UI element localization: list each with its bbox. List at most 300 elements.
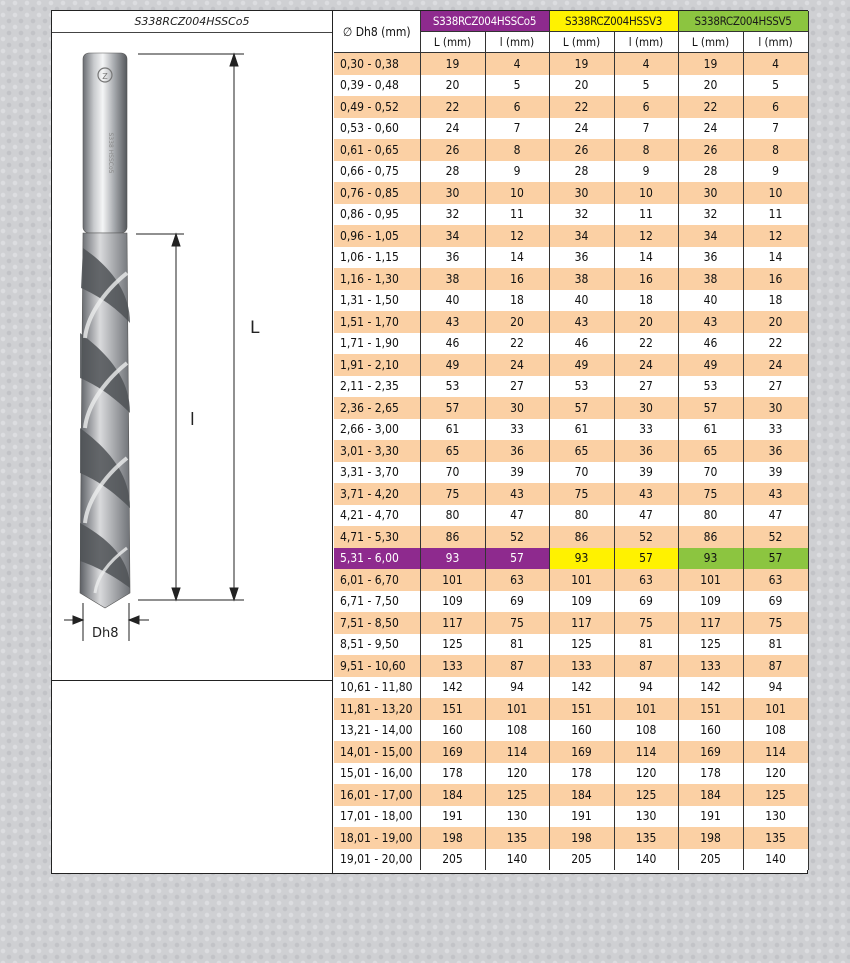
length-l-total: 36 [420,247,485,269]
diameter-range: 0,49 - 0,52 [334,96,420,118]
length-l-total: 43 [678,311,743,333]
dim-label-total-length: L [250,318,260,338]
length-l-total: 26 [420,139,485,161]
length-l-flute: 101 [743,698,808,720]
length-l-total: 70 [678,462,743,484]
length-l-flute: 24 [614,354,678,376]
length-l-total: 24 [420,118,485,140]
length-l-total: 86 [549,526,614,548]
table-row [334,784,808,806]
length-l-flute: 16 [485,268,549,290]
length-l-flute: 108 [614,720,678,742]
length-l-flute: 120 [485,763,549,785]
table-row [334,376,808,398]
length-l-flute: 11 [743,204,808,226]
length-l-flute: 94 [614,677,678,699]
length-l-flute: 8 [743,139,808,161]
subheader-total-length: L (mm) [549,32,614,53]
table-row [334,354,808,376]
length-l-flute: 130 [485,806,549,828]
length-l-total: 26 [678,139,743,161]
length-l-total: 49 [420,354,485,376]
length-l-total: 65 [678,440,743,462]
length-l-flute: 8 [614,139,678,161]
length-l-flute: 22 [614,333,678,355]
length-l-total: 46 [678,333,743,355]
length-l-flute: 30 [485,397,549,419]
length-l-total: 205 [549,849,614,871]
length-l-total: 86 [678,526,743,548]
length-l-total: 40 [549,290,614,312]
diameter-range: 18,01 - 19,00 [334,827,420,849]
length-l-flute: 11 [485,204,549,226]
length-l-total: 40 [678,290,743,312]
length-l-total: 169 [678,741,743,763]
length-l-flute: 11 [614,204,678,226]
length-l-flute: 36 [743,440,808,462]
length-l-total: 205 [678,849,743,871]
length-l-flute: 114 [485,741,549,763]
length-l-total: 133 [549,655,614,677]
length-l-total: 57 [678,397,743,419]
length-l-total: 61 [678,419,743,441]
length-l-flute: 10 [614,182,678,204]
length-l-total: 28 [678,161,743,183]
length-l-total: 178 [420,763,485,785]
length-l-total: 101 [420,569,485,591]
table-row [334,806,808,828]
diameter-range: 0,76 - 0,85 [334,182,420,204]
length-l-flute: 125 [614,784,678,806]
length-l-total: 117 [678,612,743,634]
length-l-flute: 75 [614,612,678,634]
length-l-total: 57 [420,397,485,419]
length-l-total: 32 [549,204,614,226]
diameter-range: 15,01 - 16,00 [334,763,420,785]
diameter-range: 0,30 - 0,38 [334,53,420,75]
diameter-range: 5,31 - 6,00 [334,548,420,570]
length-l-total: 184 [549,784,614,806]
brand-header-hssco5: S338RCZ004HSSCo5 [420,11,549,32]
length-l-total: 38 [678,268,743,290]
length-l-flute: 12 [485,225,549,247]
length-l-flute: 24 [743,354,808,376]
length-l-total: 28 [420,161,485,183]
length-l-flute: 36 [614,440,678,462]
length-l-flute: 9 [485,161,549,183]
length-l-flute: 87 [614,655,678,677]
length-l-flute: 108 [743,720,808,742]
table-row [334,677,808,699]
length-l-total: 30 [549,182,614,204]
length-l-flute: 14 [614,247,678,269]
length-l-flute: 6 [614,96,678,118]
length-l-flute: 7 [743,118,808,140]
length-l-flute: 9 [743,161,808,183]
length-l-total: 151 [420,698,485,720]
length-l-total: 80 [420,505,485,527]
drill-illustration [52,33,332,673]
length-l-flute: 20 [743,311,808,333]
table-row [334,182,808,204]
length-l-total: 61 [549,419,614,441]
length-l-total: 205 [420,849,485,871]
length-l-flute: 4 [485,53,549,75]
length-l-flute: 12 [743,225,808,247]
diameter-range: 0,86 - 0,95 [334,204,420,226]
length-l-flute: 18 [614,290,678,312]
diameter-range: 4,21 - 4,70 [334,505,420,527]
length-l-flute: 87 [743,655,808,677]
length-l-total: 198 [549,827,614,849]
diameter-range: 2,11 - 2,35 [334,376,420,398]
length-l-total: 80 [549,505,614,527]
table-row [334,290,808,312]
length-l-total: 178 [678,763,743,785]
length-l-flute: 81 [743,634,808,656]
length-l-flute: 108 [485,720,549,742]
length-l-total: 198 [420,827,485,849]
table-row [334,612,808,634]
length-l-total: 19 [678,53,743,75]
panel-divider [52,680,332,681]
subheader-total-length: L (mm) [678,32,743,53]
length-l-total: 93 [678,548,743,570]
length-l-total: 57 [549,397,614,419]
length-l-total: 93 [549,548,614,570]
diameter-column-header: ∅ Dh8 (mm) [334,11,420,53]
table-row [334,311,808,333]
length-l-flute: 81 [485,634,549,656]
length-l-flute: 140 [614,849,678,871]
brand-header-hssv3: S338RCZ004HSSV3 [549,11,678,32]
length-l-flute: 20 [485,311,549,333]
length-l-flute: 33 [743,419,808,441]
length-l-flute: 27 [485,376,549,398]
length-l-total: 117 [420,612,485,634]
length-l-flute: 14 [485,247,549,269]
length-l-total: 20 [678,75,743,97]
length-l-flute: 12 [614,225,678,247]
length-l-total: 43 [549,311,614,333]
length-l-flute: 75 [743,612,808,634]
length-l-total: 20 [549,75,614,97]
length-l-flute: 43 [743,483,808,505]
length-l-total: 109 [549,591,614,613]
product-code-title: S338RCZ004HSSCo5 [52,11,332,33]
length-l-flute: 57 [485,548,549,570]
diameter-range: 11,81 - 13,20 [334,698,420,720]
length-l-flute: 52 [485,526,549,548]
length-l-total: 40 [420,290,485,312]
dim-label-flute-length: l [190,410,195,430]
length-l-total: 53 [549,376,614,398]
length-l-flute: 114 [614,741,678,763]
table-row [334,763,808,785]
length-l-flute: 39 [614,462,678,484]
subheader-flute-length: l (mm) [614,32,678,53]
table-row [334,741,808,763]
length-l-total: 61 [420,419,485,441]
length-l-flute: 18 [485,290,549,312]
diameter-range: 2,36 - 2,65 [334,397,420,419]
drill-shank [83,53,127,233]
length-l-total: 178 [549,763,614,785]
length-l-flute: 39 [485,462,549,484]
length-l-flute: 135 [614,827,678,849]
length-l-total: 22 [549,96,614,118]
table-row [334,462,808,484]
length-l-flute: 4 [614,53,678,75]
length-l-total: 70 [549,462,614,484]
diameter-range: 0,61 - 0,65 [334,139,420,161]
diameter-range: 3,01 - 3,30 [334,440,420,462]
subheader-flute-length: l (mm) [485,32,549,53]
length-l-flute: 22 [485,333,549,355]
length-l-total: 184 [420,784,485,806]
diameter-range: 17,01 - 18,00 [334,806,420,828]
length-l-flute: 140 [743,849,808,871]
length-l-total: 75 [678,483,743,505]
brand-header-hssv5: S338RCZ004HSSV5 [678,11,808,32]
length-l-total: 49 [549,354,614,376]
diameter-range: 1,31 - 1,50 [334,290,420,312]
catalog-sheet [51,10,808,874]
length-l-flute: 22 [743,333,808,355]
length-l-total: 49 [678,354,743,376]
diameter-range: 19,01 - 20,00 [334,849,420,871]
length-l-flute: 135 [743,827,808,849]
length-l-total: 191 [420,806,485,828]
table-row [334,827,808,849]
diameter-range: 8,51 - 9,50 [334,634,420,656]
length-l-flute: 47 [614,505,678,527]
diameter-range: 2,66 - 3,00 [334,419,420,441]
length-l-flute: 47 [743,505,808,527]
length-l-total: 125 [549,634,614,656]
diameter-range: 7,51 - 8,50 [334,612,420,634]
length-l-total: 36 [549,247,614,269]
length-l-flute: 7 [614,118,678,140]
length-l-flute: 101 [485,698,549,720]
length-l-flute: 18 [743,290,808,312]
diameter-range: 16,01 - 17,00 [334,784,420,806]
diameter-range: 10,61 - 11,80 [334,677,420,699]
length-l-flute: 120 [743,763,808,785]
drill-flutes [80,233,130,608]
length-l-total: 24 [549,118,614,140]
length-l-flute: 30 [743,397,808,419]
table-body [334,53,808,871]
length-l-total: 75 [420,483,485,505]
length-l-total: 198 [678,827,743,849]
diameter-range: 4,71 - 5,30 [334,526,420,548]
length-l-total: 53 [420,376,485,398]
length-l-flute: 5 [485,75,549,97]
diameter-range: 6,71 - 7,50 [334,591,420,613]
length-l-total: 117 [549,612,614,634]
diameter-range: 0,39 - 0,48 [334,75,420,97]
length-l-total: 36 [678,247,743,269]
length-l-flute: 27 [743,376,808,398]
diameter-range: 1,51 - 1,70 [334,311,420,333]
length-l-flute: 8 [485,139,549,161]
length-l-flute: 63 [614,569,678,591]
length-l-total: 32 [420,204,485,226]
drill-drawing-panel [52,11,333,873]
length-l-total: 125 [678,634,743,656]
svg-text:S338 HSSCo5: S338 HSSCo5 [107,132,114,174]
table-row [334,591,808,613]
length-l-total: 142 [420,677,485,699]
length-l-total: 80 [678,505,743,527]
length-l-flute: 63 [743,569,808,591]
length-l-total: 19 [420,53,485,75]
length-l-total: 191 [549,806,614,828]
length-l-flute: 16 [743,268,808,290]
length-l-flute: 5 [614,75,678,97]
length-l-total: 70 [420,462,485,484]
diameter-range: 1,16 - 1,30 [334,268,420,290]
length-l-total: 22 [678,96,743,118]
length-l-total: 133 [420,655,485,677]
table-row [334,440,808,462]
diameter-range: 0,53 - 0,60 [334,118,420,140]
table-row [334,139,808,161]
length-l-total: 28 [549,161,614,183]
length-l-total: 169 [420,741,485,763]
diameter-range: 13,21 - 14,00 [334,720,420,742]
length-l-flute: 10 [743,182,808,204]
length-l-flute: 52 [743,526,808,548]
table-row [334,225,808,247]
length-l-flute: 14 [743,247,808,269]
dim-label-diameter: Dh8 [92,626,119,641]
diameter-range: 1,91 - 2,10 [334,354,420,376]
length-l-flute: 24 [485,354,549,376]
length-l-total: 101 [549,569,614,591]
length-l-total: 34 [549,225,614,247]
length-l-flute: 39 [743,462,808,484]
length-l-flute: 140 [485,849,549,871]
table-row [334,634,808,656]
table-row [334,96,808,118]
length-l-flute: 69 [485,591,549,613]
length-l-total: 46 [549,333,614,355]
length-l-total: 101 [678,569,743,591]
length-l-flute: 43 [485,483,549,505]
length-l-flute: 9 [614,161,678,183]
length-l-flute: 130 [743,806,808,828]
length-l-flute: 33 [485,419,549,441]
length-l-flute: 52 [614,526,678,548]
diameter-range: 9,51 - 10,60 [334,655,420,677]
table-row [334,75,808,97]
length-l-flute: 94 [485,677,549,699]
length-l-flute: 36 [485,440,549,462]
length-l-flute: 4 [743,53,808,75]
length-l-total: 19 [549,53,614,75]
length-l-total: 22 [420,96,485,118]
table-row [334,53,808,75]
length-l-total: 142 [549,677,614,699]
length-l-total: 160 [549,720,614,742]
length-l-total: 93 [420,548,485,570]
length-l-flute: 63 [485,569,549,591]
table-row [334,505,808,527]
length-l-flute: 135 [485,827,549,849]
table-row [334,118,808,140]
table-row [334,419,808,441]
length-l-total: 169 [549,741,614,763]
diameter-range: 6,01 - 6,70 [334,569,420,591]
diameter-range: 0,96 - 1,05 [334,225,420,247]
diameter-range: 14,01 - 15,00 [334,741,420,763]
length-l-flute: 57 [614,548,678,570]
length-l-total: 38 [549,268,614,290]
length-l-total: 46 [420,333,485,355]
length-l-total: 24 [678,118,743,140]
table-row [334,333,808,355]
length-l-flute: 27 [614,376,678,398]
length-l-flute: 120 [614,763,678,785]
length-l-flute: 33 [614,419,678,441]
length-l-flute: 7 [485,118,549,140]
length-l-flute: 114 [743,741,808,763]
length-l-flute: 81 [614,634,678,656]
length-l-total: 86 [420,526,485,548]
table-row [334,247,808,269]
table-row [334,698,808,720]
length-l-total: 65 [420,440,485,462]
length-l-total: 43 [420,311,485,333]
length-l-flute: 130 [614,806,678,828]
length-l-total: 160 [420,720,485,742]
length-l-total: 65 [549,440,614,462]
length-l-total: 109 [420,591,485,613]
table-row [334,548,808,570]
length-l-total: 30 [678,182,743,204]
diameter-range: 0,66 - 0,75 [334,161,420,183]
length-l-flute: 20 [614,311,678,333]
length-l-flute: 10 [485,182,549,204]
diameter-range: 3,31 - 3,70 [334,462,420,484]
table-row [334,397,808,419]
length-l-total: 184 [678,784,743,806]
svg-text:Z: Z [102,72,108,81]
table-row [334,849,808,871]
length-l-total: 30 [420,182,485,204]
length-l-flute: 43 [614,483,678,505]
length-l-flute: 16 [614,268,678,290]
drill-size-table [334,11,809,870]
length-l-flute: 94 [743,677,808,699]
length-l-flute: 101 [614,698,678,720]
table-row [334,569,808,591]
length-l-total: 109 [678,591,743,613]
length-l-flute: 125 [743,784,808,806]
length-l-total: 133 [678,655,743,677]
table-row [334,720,808,742]
length-l-flute: 69 [743,591,808,613]
subheader-total-length: L (mm) [420,32,485,53]
length-l-flute: 5 [743,75,808,97]
length-l-flute: 75 [485,612,549,634]
table-row [334,483,808,505]
diameter-range: 1,71 - 1,90 [334,333,420,355]
table-row [334,204,808,226]
table-row [334,161,808,183]
